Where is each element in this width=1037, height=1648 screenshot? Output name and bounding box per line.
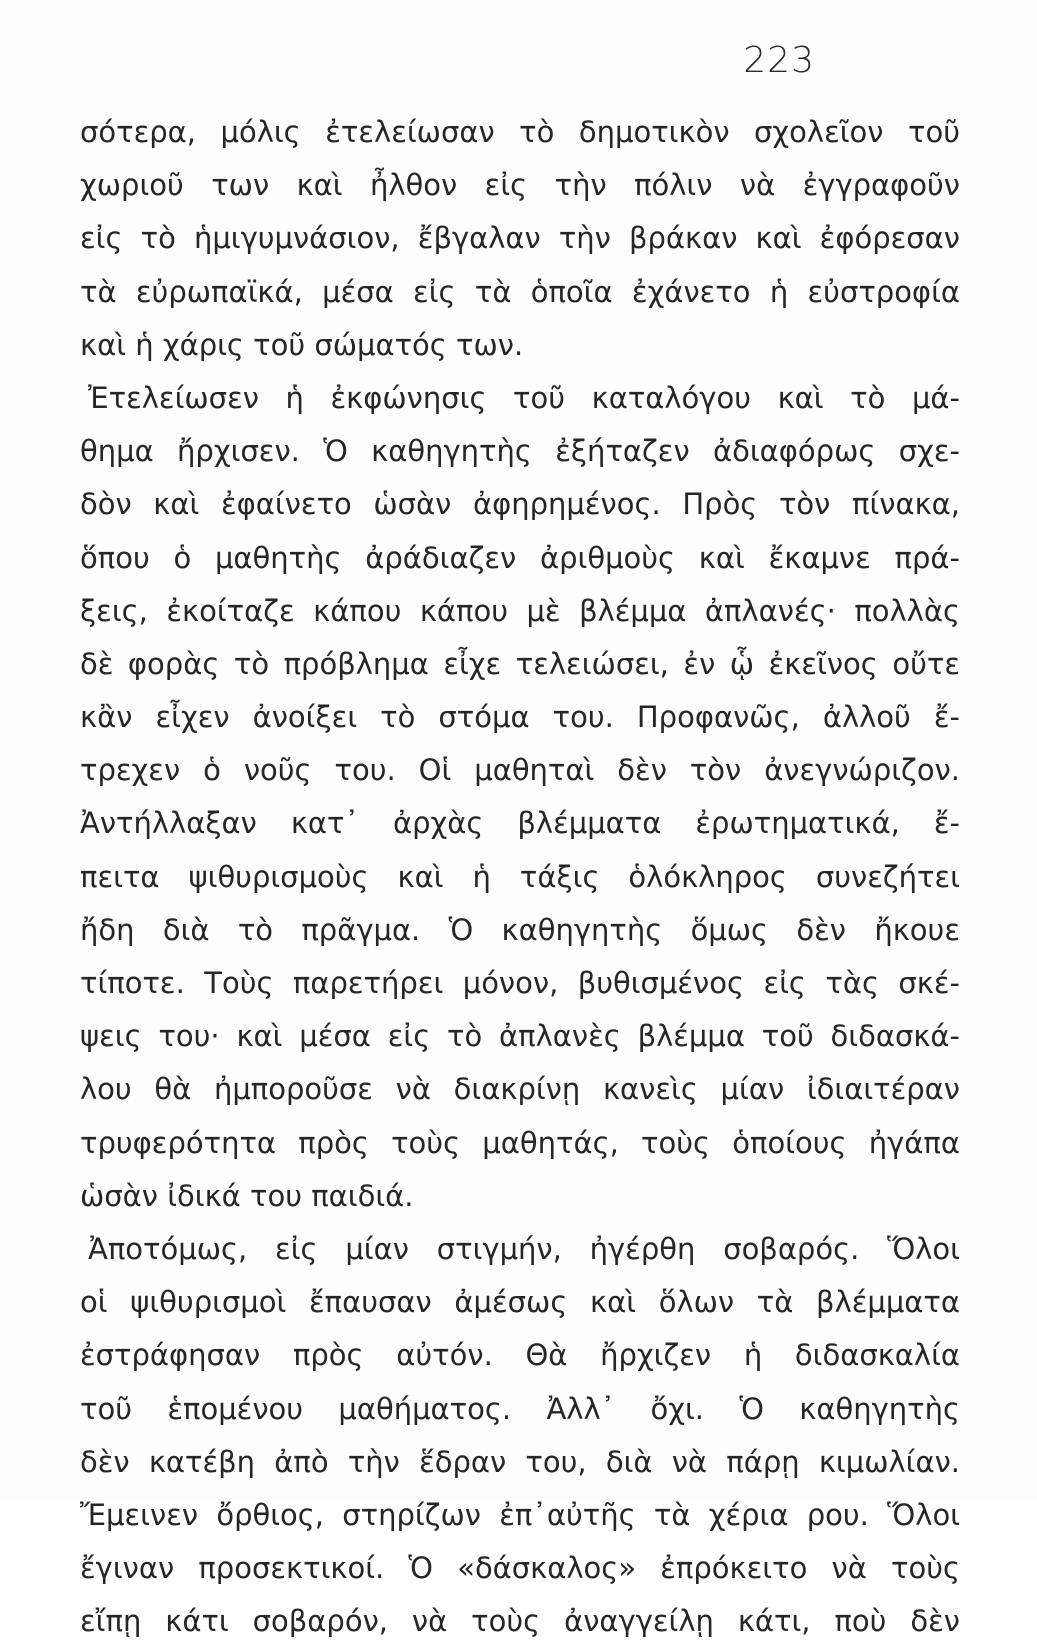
text-line: Ἀποτόμως, εἰς μίαν στιγμήν, ἠγέρθη σοβαρός. Ὅλοι: [88, 1231, 960, 1266]
text-line: ψεις του· καὶ μέσα εἰς τὸ ἀπλανὲς βλέμμα τοῦ διδασκά-: [80, 1019, 960, 1054]
text-line: Ἀντήλλαξαν κατ᾿ ἀρχὰς βλέμματα ἐρωτηματικά, ἔ-: [80, 806, 960, 841]
text-line: εἰς τὸ ἡμιγυμνάσιον, ἔβγαλαν τὴν βράκαν καὶ ἐφόρεσαν: [80, 221, 960, 256]
text-line: ὅπου ὁ μαθητὴς ἀράδιαζεν ἀριθμοὺς καὶ ἔκαμνε πρά-: [80, 540, 960, 575]
text-line: δὲ φορὰς τὸ πρόβλημα εἶχε τελειώσει, ἐν ᾧ ἐκεῖνος οὔτε: [80, 646, 960, 681]
text-line: τίποτε. Τοὺς παρετήρει μόνον, βυθισμένος εἰς τὰς σκέ-: [80, 966, 960, 1000]
text-line: τρυφερότητα πρὸς τοὺς μαθητάς, τοὺς ὁποίους ἠγάπα: [80, 1125, 960, 1160]
text-line: πειτα ψιθυρισμοὺς καὶ ἡ τάξις ὁλόκληρος συνεζήτει: [80, 859, 960, 894]
text-line: ἤδη διὰ τὸ πρᾶγμα. Ὁ καθηγητὴς ὅμως δὲν ἤκουε: [80, 912, 960, 947]
text-line: καὶ ἡ χάρις τοῦ σώματός των.: [80, 327, 524, 362]
text-line: σότερα, μόλις ἐτελείωσαν τὸ δημοτικὸν σχολεῖον τοῦ: [80, 115, 960, 149]
body-text: [80, 106, 960, 1648]
text-line: ἐστράφησαν πρὸς αὐτόν. Θὰ ἤρχιζεν ἡ διδασκαλία: [80, 1338, 960, 1373]
text-line: τρεχεν ὁ νοῦς του. Οἱ μαθηταὶ δὲν τὸν ἀνεγνώριζον.: [80, 753, 960, 788]
text-line: Ἐτελείωσεν ἡ ἐκφώνησις τοῦ καταλόγου καὶ τὸ μά-: [88, 380, 960, 415]
text-line: δὸν καὶ ἐφαίνετο ὡσὰν ἀφηρημένος. Πρὸς τὸν πίνακα,: [80, 487, 960, 522]
text-line: τὰ εὐρωπαϊκά, μέσα εἰς τὰ ὁποῖα ἐχάνετο ἡ εὐστροφία: [80, 274, 960, 309]
text-line: τοῦ ἑπομένου μαθήματος. Ἀλλ᾿ ὄχι. Ὁ καθηγητὴς: [80, 1391, 960, 1426]
text-line: δὲν κατέβη ἀπὸ τὴν ἕδραν του, διὰ νὰ πάρῃ κιμωλίαν.: [80, 1444, 960, 1479]
text-line: ὡσὰν ἰδικά του παιδιά.: [80, 1178, 414, 1213]
page-number: 223: [743, 40, 815, 81]
text-line: ἔγιναν προσεκτικοί. Ὁ «δάσκαλος» ἐπρόκειτο νὰ τοὺς: [80, 1551, 960, 1586]
text-line: Ἔμεινεν ὄρθιος, στηρίζων ἐπ᾿αὐτῆς τὰ χέρια ρου. Ὅλοι: [80, 1497, 960, 1532]
text-line: οἱ ψιθυρισμοὶ ἔπαυσαν ἀμέσως καὶ ὅλων τὰ βλέμματα: [80, 1285, 960, 1320]
text-line: λου θὰ ἠμποροῦσε νὰ διακρίνῃ κανεὶς μίαν ἰδιαιτέραν: [80, 1072, 960, 1107]
text-line: θημα ἤρχισεν. Ὁ καθηγητὴς ἐξήταζεν ἀδιαφόρως σχε-: [80, 434, 960, 469]
text-line: κἂν εἶχεν ἀνοίξει τὸ στόμα του. Προφανῶς, ἀλλοῦ ἔ-: [80, 700, 960, 735]
text-line: χωριοῦ των καὶ ἦλθον εἰς τὴν πόλιν νὰ ἐγγραφοῦν: [80, 168, 960, 203]
text-line: ξεις, ἐκοίταζε κάπου κάπου μὲ βλέμμα ἀπλανές· πολλὰς: [80, 593, 960, 628]
text-line: εἴπῃ κάτι σοβαρόν, νὰ τοὺς ἀναγγείλῃ κάτι, ποὺ δὲν: [80, 1604, 960, 1639]
